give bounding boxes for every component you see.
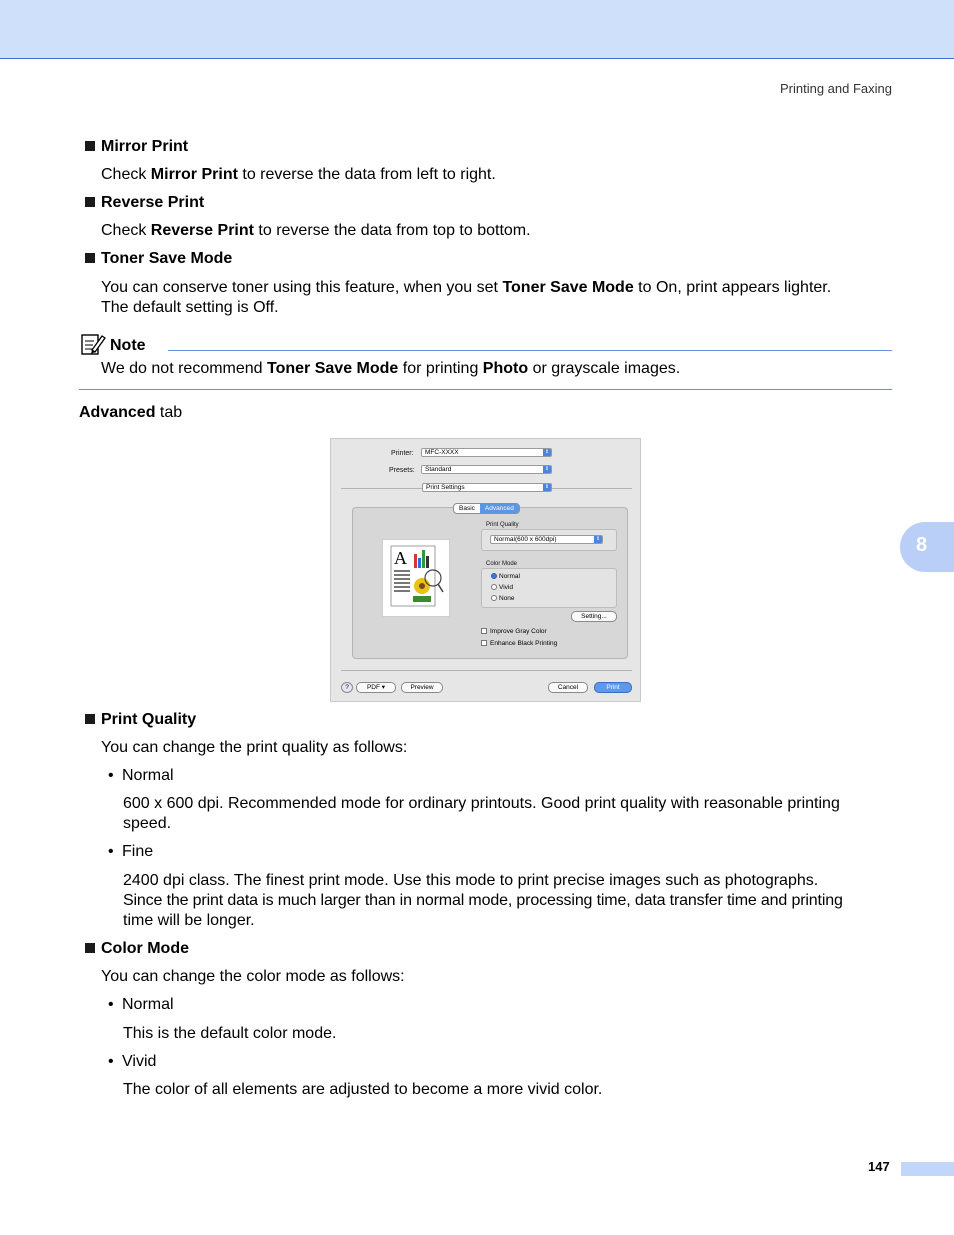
list-item-label: Fine [122, 843, 154, 860]
chapter-number: 8 [916, 534, 928, 556]
popup-arrows-icon: ⇕ [544, 466, 550, 472]
running-header: Printing and Faxing [779, 81, 892, 96]
printer-value: MFC-XXXX [425, 449, 459, 456]
color-mode-label: Color Mode [486, 561, 518, 567]
page-number-bar [901, 1162, 954, 1176]
popup-arrows-icon: ⇕ [544, 449, 550, 455]
page-number: 147 [868, 1159, 890, 1174]
print-quality-title: Print Quality [101, 711, 197, 728]
bullet-dot: • [108, 996, 114, 1013]
presets-value: Standard [425, 466, 452, 473]
text-run: for printing [398, 360, 483, 377]
popup-arrows-icon: ⇕ [595, 536, 601, 542]
note-divider [168, 350, 892, 351]
checkbox-icon [481, 640, 487, 646]
printer-label: Printer: [391, 450, 414, 457]
bold-run: Reverse Print [150, 222, 254, 239]
radio-label: Vivid [499, 584, 513, 591]
mirror-print-heading [85, 138, 188, 156]
bullet-square-icon [85, 714, 95, 724]
pdf-button[interactable]: PDF ▾ [356, 682, 396, 693]
text-run: to On, print appears lighter. [633, 279, 832, 296]
dialog-separator-bottom [341, 670, 632, 671]
bold-run: Advanced [79, 404, 156, 421]
list-item [108, 996, 174, 1014]
cancel-button[interactable]: Cancel [548, 682, 588, 693]
radio-label: Normal [499, 573, 520, 580]
enhance-black-checkbox[interactable] [481, 640, 557, 647]
text-run: Check [101, 222, 151, 239]
mirror-print-text [101, 165, 496, 185]
panel-popup[interactable] [422, 483, 552, 492]
normal-desc-1: 600 x 600 dpi. Recommended mode for ordinary printouts. Good print quality with reasonable printing [123, 795, 840, 812]
print-quality-value: Normal(600 x 600dpi) [494, 536, 557, 543]
toner-save-heading [85, 250, 232, 268]
radio-vivid[interactable] [491, 584, 513, 591]
help-button[interactable]: ? [341, 682, 353, 693]
bullet-square-icon [85, 253, 95, 263]
color-mode-heading [85, 940, 189, 958]
print-quality-label: Print Quality [486, 522, 519, 528]
color-mode-intro: You can change the color mode as follows: [101, 968, 405, 985]
setting-button[interactable]: Setting... [571, 611, 617, 622]
list-item [108, 1053, 156, 1071]
bullet-square-icon [85, 141, 95, 151]
popup-arrows-icon: ⇕ [544, 484, 550, 490]
print-quality-intro: You can change the print quality as follows: [101, 739, 408, 756]
note-label: Note [110, 337, 146, 354]
toner-save-text-2: The default setting is Off. [101, 299, 279, 316]
top-band [0, 0, 954, 59]
radio-icon [491, 584, 497, 590]
bullet-dot: • [108, 843, 114, 860]
panel-value: Print Settings [426, 484, 465, 491]
color-normal-desc: This is the default color mode. [123, 1025, 337, 1042]
fine-desc-1: 2400 dpi class. The finest print mode. Use this mode to print precise images such as photographs. [123, 872, 819, 889]
fine-desc-3: time will be longer. [123, 912, 255, 929]
bold-run: Mirror Print [150, 166, 238, 183]
tab-switcher [453, 503, 520, 514]
reverse-print-title: Reverse Print [101, 194, 205, 211]
fine-desc-2: Since the print data is much larger than in normal mode, processing time, data transfer time and printing [123, 892, 843, 909]
reverse-print-text [101, 221, 531, 241]
tab-advanced[interactable]: Advanced [480, 504, 519, 513]
improve-gray-checkbox[interactable] [481, 628, 547, 635]
text-run: You can conserve toner using this feature, when you set [101, 279, 503, 296]
list-item-label: Normal [122, 767, 174, 784]
bullet-square-icon [85, 197, 95, 207]
note-text [101, 359, 680, 379]
list-item-label: Normal [122, 996, 174, 1013]
mirror-print-title: Mirror Print [101, 138, 189, 155]
text-run: tab [155, 404, 183, 421]
radio-label: None [499, 595, 515, 602]
bullet-dot: • [108, 767, 114, 784]
normal-desc-2: speed. [123, 815, 172, 832]
checkbox-label: Enhance Black Printing [490, 640, 558, 647]
color-vivid-desc: The color of all elements are adjusted to become a more vivid color. [123, 1081, 603, 1098]
text-run: We do not recommend [101, 360, 268, 377]
print-preview-thumbnail [382, 539, 450, 617]
list-item [108, 843, 153, 861]
list-item-label: Vivid [122, 1053, 157, 1070]
checkbox-label: Improve Gray Color [490, 628, 547, 635]
text-run: or grayscale images. [528, 360, 681, 377]
bullet-square-icon [85, 943, 95, 953]
checkbox-icon [481, 628, 487, 634]
list-item [108, 767, 174, 785]
toner-save-title: Toner Save Mode [101, 250, 233, 267]
radio-normal[interactable] [491, 573, 520, 580]
print-quality-popup[interactable] [490, 535, 603, 544]
note-bottom-divider [79, 389, 892, 390]
toner-save-text [101, 278, 831, 298]
text-run: to reverse the data from top to bottom. [253, 222, 531, 239]
presets-popup[interactable] [421, 465, 552, 474]
preview-button[interactable]: Preview [401, 682, 443, 693]
print-button[interactable]: Print [594, 682, 632, 693]
print-quality-heading [85, 711, 196, 729]
print-dialog-screenshot [330, 438, 641, 702]
svg-text:A: A [394, 548, 407, 568]
bullet-dot: • [108, 1053, 114, 1070]
radio-icon [491, 595, 497, 601]
bold-run: Toner Save Mode [267, 360, 399, 377]
reverse-print-heading [85, 194, 204, 212]
tab-basic[interactable]: Basic [459, 505, 475, 512]
text-run: Check [101, 166, 151, 183]
text-run: to reverse the data from left to right. [237, 166, 496, 183]
note-pencil-icon [80, 332, 106, 356]
bold-run: Toner Save Mode [502, 279, 634, 296]
color-mode-title: Color Mode [101, 940, 189, 957]
printer-popup[interactable] [421, 448, 552, 457]
radio-selected-icon [491, 573, 497, 579]
radio-none[interactable] [491, 595, 515, 602]
presets-label: Presets: [389, 467, 415, 474]
advanced-tab-caption [79, 403, 182, 423]
bold-run: Photo [482, 360, 529, 377]
